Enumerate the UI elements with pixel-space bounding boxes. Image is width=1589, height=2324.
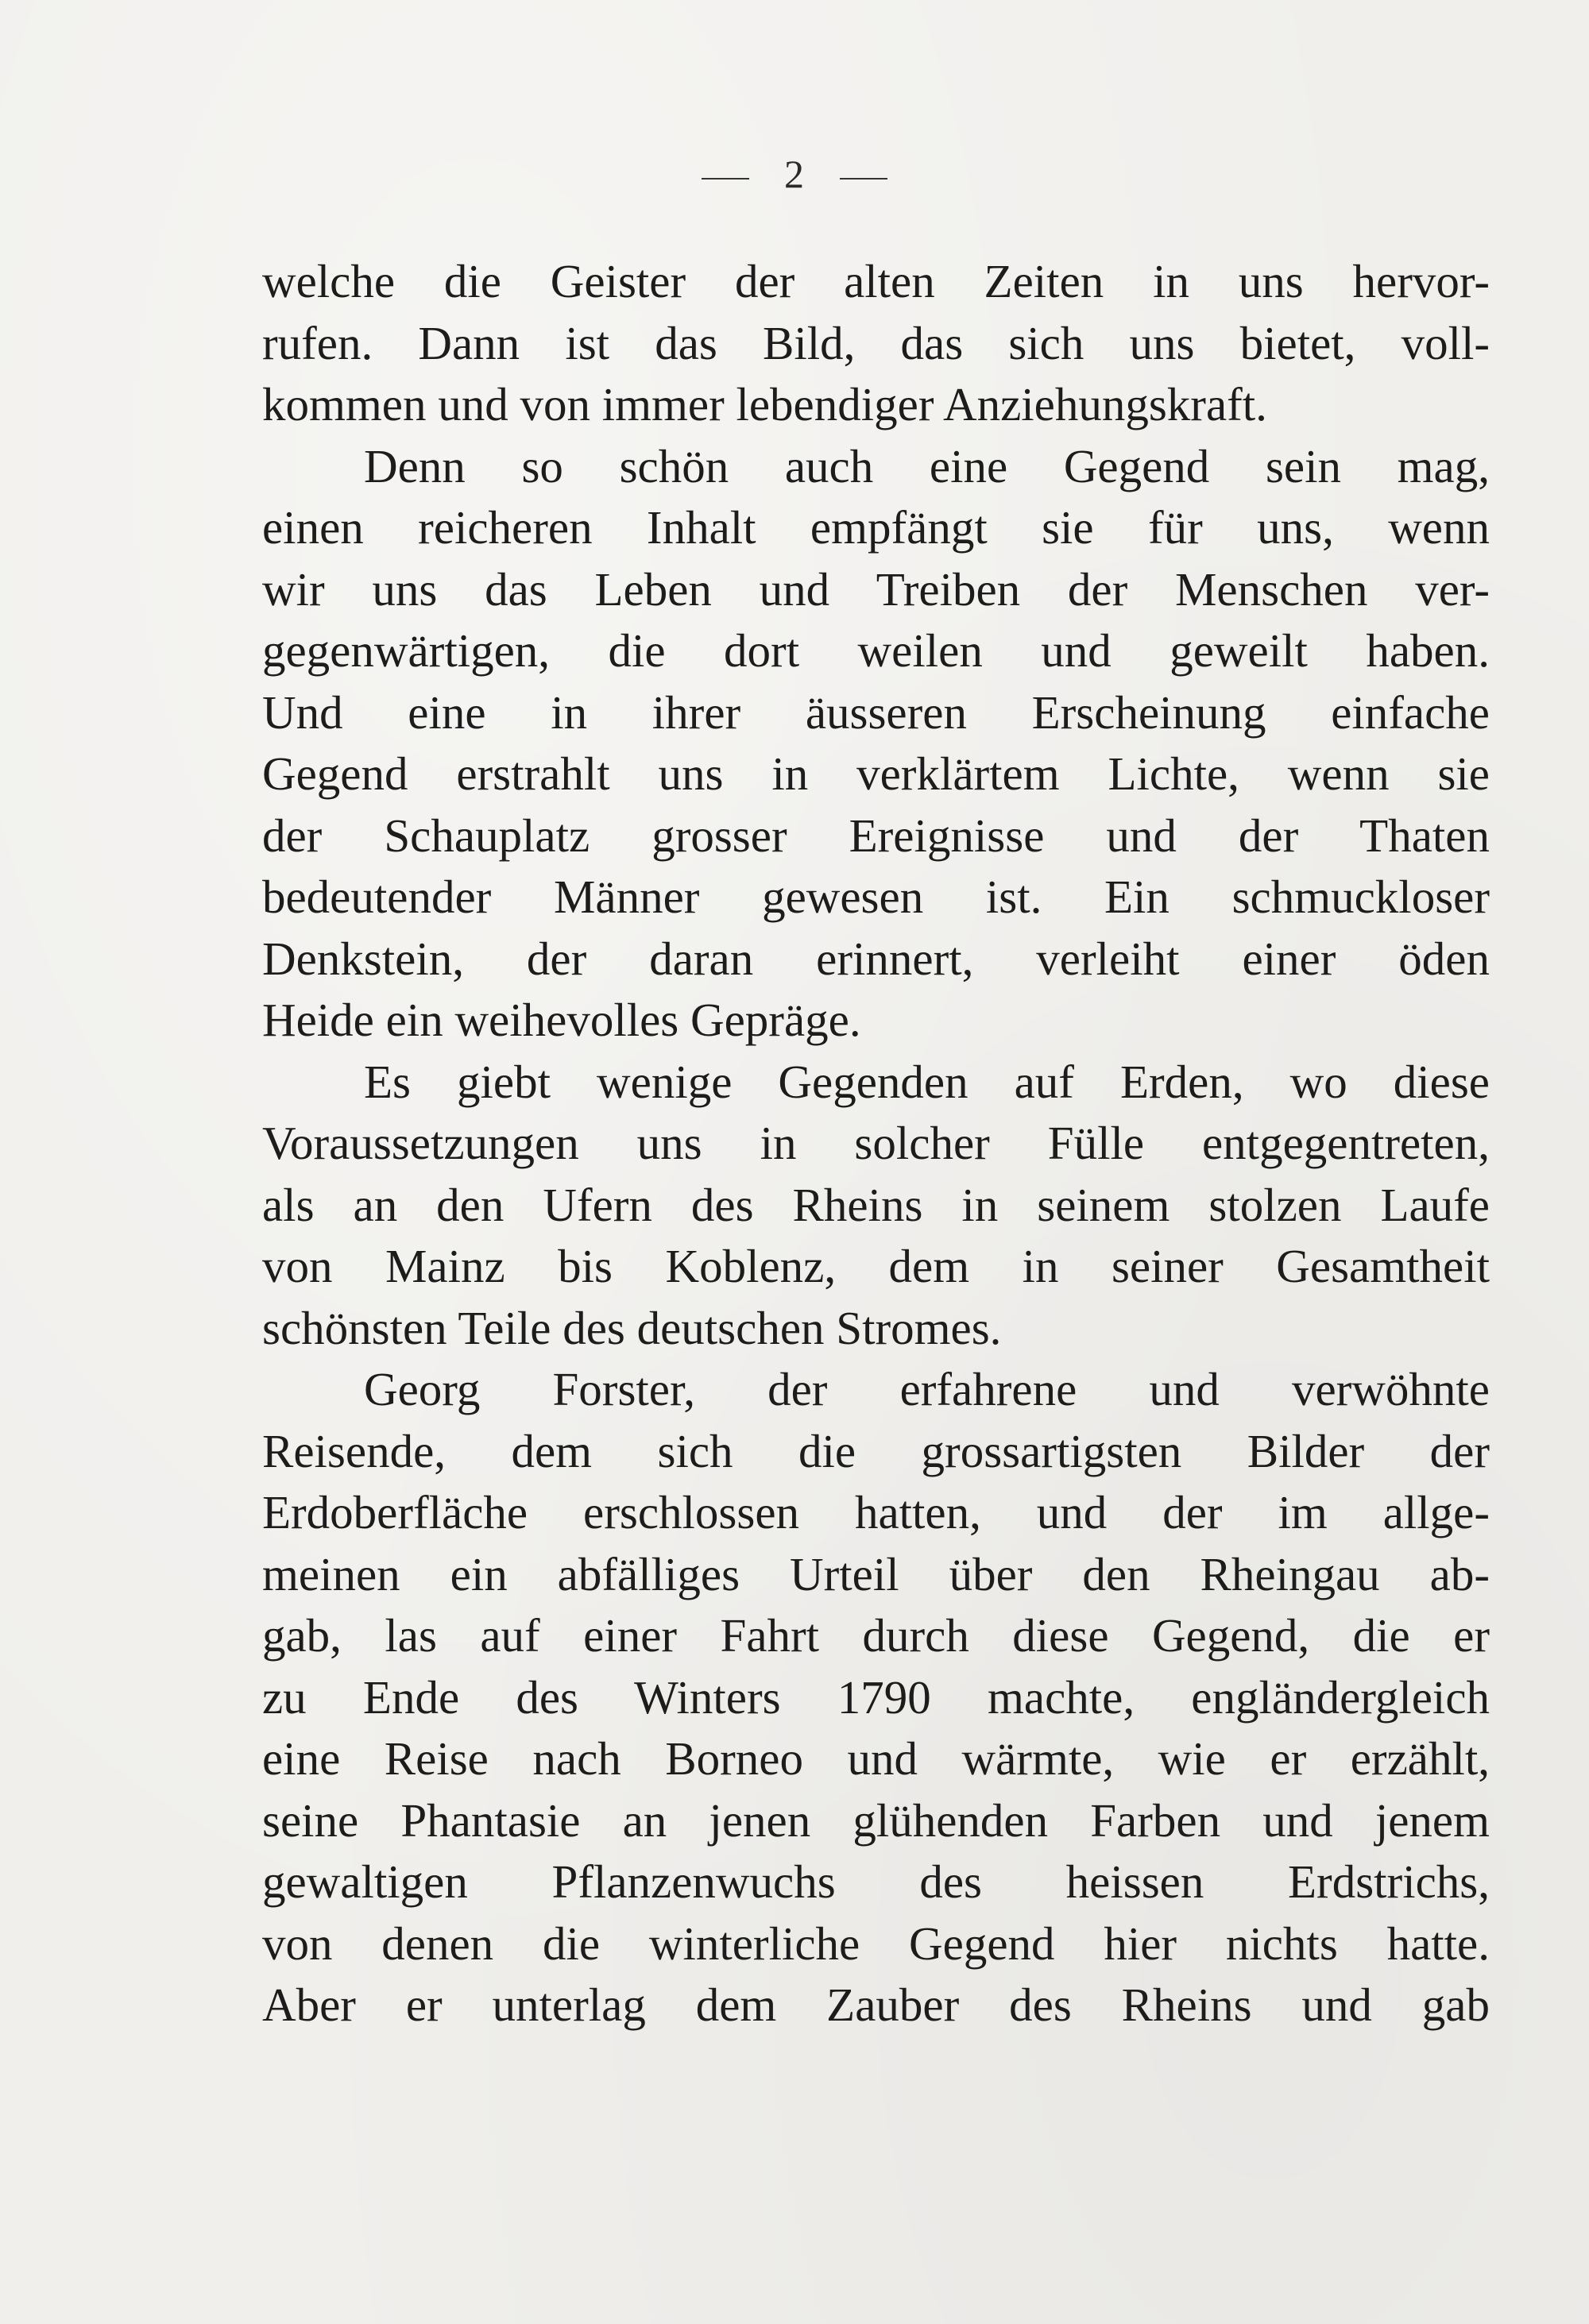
text-line: Voraussetzungen uns in solcher Fülle entgegentreten,: [262, 1117, 1490, 1169]
text-line: Es giebt wenige Gegenden auf Erden, wo diese: [364, 1055, 1490, 1108]
text-line: Denkstein, der daran erinnert, verleiht einer öden: [262, 932, 1490, 985]
text-line: eine Reise nach Borneo und wärmte, wie er erzählt,: [262, 1732, 1490, 1785]
text-line: bedeutender Männer gewesen ist. Ein schmuckloser: [262, 871, 1490, 923]
text-line: Aber er unterlag dem Zauber des Rheins und gab: [262, 1978, 1490, 2031]
page-number: 2: [784, 152, 805, 196]
text-line: als an den Ufern des Rheins in seinem stolzen Laufe: [262, 1178, 1490, 1231]
text-line: von denen die winterliche Gegend hier nichts hatte.: [262, 1917, 1490, 1970]
text-line: meinen ein abfälliges Urteil über den Rheingau ab-: [262, 1547, 1490, 1600]
text-line: zu Ende des Winters 1790 machte, engländergleich: [262, 1670, 1490, 1724]
text-line: von Mainz bis Koblenz, dem in seiner Gesamtheit: [262, 1240, 1490, 1292]
text-line: kommen und von immer lebendiger Anziehungskraft.: [262, 378, 1267, 430]
text-line: gegenwärtigen, die dort weilen und geweilt haben.: [262, 624, 1490, 677]
text-line: Gegend erstrahlt uns in verklärtem Lichte, wenn sie: [262, 747, 1490, 800]
text-line: gewaltigen Pflanzenwuchs des heissen Erdstrichs,: [262, 1855, 1490, 1908]
text-line: schönsten Teile des deutschen Stromes.: [262, 1301, 1002, 1354]
text-line: einen reicheren Inhalt empfängt sie für uns, wenn: [262, 501, 1490, 554]
left-dash: [702, 178, 749, 180]
text-line: rufen. Dann ist das Bild, das sich uns bietet, voll-: [262, 316, 1490, 369]
page-number-header: [0, 151, 1589, 197]
text-line: seine Phantasie an jenen glühenden Farben und jenem: [262, 1793, 1490, 1847]
text-line: Reisende, dem sich die grossartigsten Bilder der: [262, 1424, 1490, 1477]
text-line: Denn so schön auch eine Gegend sein mag,: [364, 439, 1490, 492]
text-line: wir uns das Leben und Treiben der Menschen ver-: [262, 562, 1490, 616]
text-line: der Schauplatz grosser Ereignisse und der Thaten: [262, 809, 1490, 862]
body-text: [262, 251, 1490, 2036]
text-line: Und eine in ihrer äusseren Erscheinung einfache: [262, 685, 1490, 739]
text-line: welche die Geister der alten Zeiten in uns hervor-: [262, 255, 1490, 307]
right-dash: [840, 178, 887, 180]
text-line: Erdoberfläche erschlossen hatten, und der im allge-: [262, 1486, 1490, 1538]
text-line: Georg Forster, der erfahrene und verwöhnte: [364, 1363, 1490, 1415]
text-line: gab, las auf einer Fahrt durch diese Gegend, die er: [262, 1609, 1490, 1662]
text-line: Heide ein weihevolles Gepräge.: [262, 994, 861, 1046]
